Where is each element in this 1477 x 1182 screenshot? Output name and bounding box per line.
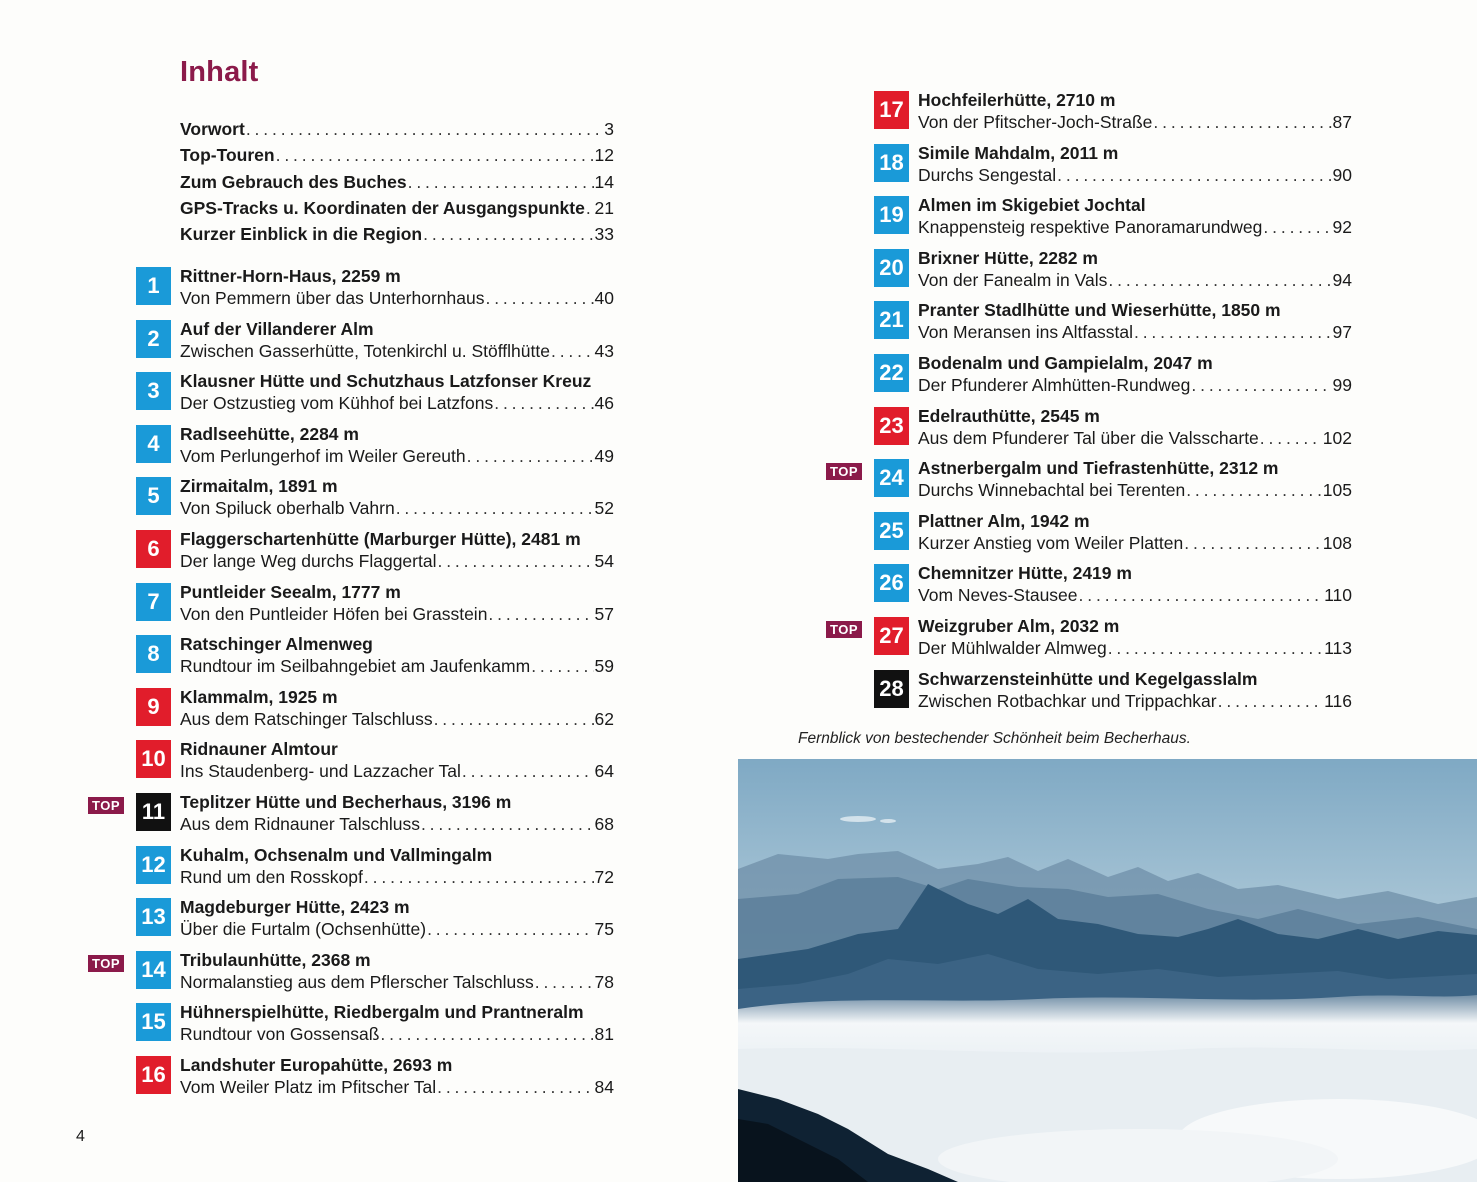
tour-text: [918, 89, 1352, 133]
tour-name: Ratschinger Almenweg: [180, 634, 373, 655]
tour-text: [180, 844, 614, 888]
tour-subtitle-row: [918, 216, 1352, 238]
tour-number-badge: 20: [874, 249, 909, 287]
front-matter-label: Top-Touren: [180, 145, 275, 166]
leader-dots: [380, 1023, 593, 1045]
tour-page: 62: [594, 708, 614, 729]
tour-number-badge: 3: [136, 372, 171, 410]
tour-subtitle-row: [180, 760, 614, 782]
tour-entry[interactable]: [136, 318, 616, 362]
tour-page: 90: [1332, 164, 1352, 185]
tour-entry[interactable]: [874, 194, 1354, 238]
tour-subtitle: Der Mühlwalder Almweg: [918, 638, 1107, 658]
tour-number-badge: 2: [136, 320, 171, 358]
tour-subtitle: Rundtour im Seilbahngebiet am Jaufenkamm: [180, 656, 531, 677]
tour-text: [180, 738, 614, 782]
leader-dots: [1108, 269, 1331, 291]
front-matter-label: Kurzer Einblick in die Region: [180, 224, 423, 245]
photo-caption: Fernblick von bestechender Schönheit beim Becherhaus.: [798, 730, 1191, 747]
front-matter-list: [180, 119, 614, 250]
tour-page: 110: [1324, 585, 1352, 606]
front-matter-page: 33: [594, 224, 614, 245]
tour-entry[interactable]: [92, 949, 616, 993]
tour-entry[interactable]: [136, 633, 616, 677]
tour-entry[interactable]: [136, 370, 616, 414]
tour-text: [180, 896, 614, 940]
leader-dots: [1218, 690, 1323, 712]
front-matter-label: Vorwort: [180, 119, 245, 139]
leader-dots: [434, 708, 594, 730]
tour-text: [918, 562, 1352, 606]
tour-text: [180, 1054, 614, 1098]
tour-number-badge: 1: [136, 267, 171, 305]
tour-number-badge: 19: [874, 196, 909, 234]
tour-number-badge: 15: [136, 1003, 171, 1041]
tour-subtitle-row: [180, 497, 614, 519]
tour-entry[interactable]: [136, 528, 616, 572]
tour-text: [180, 633, 614, 677]
tour-subtitle-row: [918, 111, 1352, 133]
tour-page: 87: [1332, 112, 1352, 132]
tour-text: [180, 581, 614, 625]
tour-subtitle: Durchs Sengestal: [918, 164, 1057, 185]
tour-subtitle-row: [180, 655, 614, 677]
tour-subtitle-row: [918, 479, 1352, 501]
front-matter-page: 12: [594, 145, 614, 166]
tour-subtitle: Über die Furtalm (Ochsenhütte): [180, 919, 427, 940]
tour-subtitle-row: [180, 445, 614, 467]
leader-dots: [531, 655, 593, 677]
tour-text: [180, 528, 614, 572]
tour-name: Landshuter Europahütte, 2693 m: [180, 1055, 453, 1075]
tour-number-badge: 23: [874, 407, 909, 445]
tour-text: [918, 510, 1352, 554]
tour-number-badge: 16: [136, 1056, 171, 1094]
leader-dots: [494, 392, 593, 414]
tour-number-badge: 7: [136, 583, 171, 621]
tour-number-badge: 21: [874, 301, 909, 339]
tour-subtitle: Der lange Weg durchs Flaggertal: [180, 551, 437, 571]
front-matter-item[interactable]: [180, 119, 614, 145]
tour-text: [918, 142, 1352, 186]
front-matter-page: 14: [594, 171, 614, 192]
tour-subtitle: Vom Perlungerhof im Weiler Gereuth: [180, 445, 466, 466]
tour-subtitle: Rundtour von Gossensaß: [180, 1024, 380, 1045]
leader-dots: [427, 918, 593, 940]
tour-subtitle-row: [918, 427, 1352, 449]
tour-entry[interactable]: [874, 247, 1354, 291]
tour-text: [918, 299, 1352, 343]
leader-dots: [535, 971, 594, 993]
tour-name: Hühnerspielhütte, Riedbergalm und Prantneralm: [180, 1002, 584, 1023]
tour-page: 54: [594, 551, 614, 571]
tour-text: [180, 949, 614, 993]
tour-subtitle: Der Pfunderer Almhütten-Rundweg: [918, 375, 1191, 395]
front-matter-label: Zum Gebrauch des Buches: [180, 171, 407, 192]
leader-dots: [467, 445, 594, 467]
tour-page: 102: [1322, 427, 1352, 448]
tour-text: [180, 791, 614, 835]
front-matter-page: 3: [604, 119, 614, 139]
tour-entry[interactable]: [136, 686, 616, 730]
tour-text: [180, 318, 614, 362]
tour-page: 72: [594, 866, 614, 887]
tour-entry[interactable]: [136, 265, 616, 309]
leader-dots: [423, 224, 593, 245]
tour-subtitle-row: [180, 1023, 614, 1045]
tour-name: Rittner-Horn-Haus, 2259 m: [180, 266, 401, 286]
tour-subtitle: Ins Staudenberg- und Lazzacher Tal: [180, 761, 461, 782]
tour-page: 68: [594, 814, 614, 834]
leader-dots: [364, 866, 594, 888]
tour-name: Klausner Hütte und Schutzhaus Latzfonser Kreuz: [180, 371, 592, 392]
leader-dots: [246, 119, 603, 140]
leader-dots: [488, 603, 593, 625]
tour-page: 105: [1322, 480, 1352, 501]
tour-name: Simile Mahdalm, 2011 m: [918, 142, 1119, 163]
tour-subtitle: Von Spiluck oberhalb Vahrn: [180, 498, 395, 519]
tour-subtitle: Der Ostzustieg vom Kühhof bei Latzfons: [180, 393, 494, 414]
tour-number-badge: 9: [136, 688, 171, 726]
tour-page: 64: [594, 761, 614, 782]
tour-entry[interactable]: [136, 844, 616, 888]
leader-dots: [1108, 637, 1323, 659]
tour-number-badge: 10: [136, 740, 171, 778]
tour-text: [180, 1001, 614, 1045]
tour-name: Ridnauner Almtour: [180, 739, 338, 760]
tour-entry[interactable]: [136, 1054, 616, 1098]
tour-number-badge: 4: [136, 425, 171, 463]
tour-number-badge: 25: [874, 512, 909, 550]
tour-name: Auf der Villanderer Alm: [180, 318, 374, 339]
tour-entry[interactable]: [92, 791, 616, 835]
tour-subtitle-row: [180, 392, 614, 414]
tour-subtitle-row: [180, 708, 614, 730]
tour-entry[interactable]: [874, 352, 1354, 396]
tour-number-badge: 11: [136, 793, 171, 831]
tour-name: Magdeburger Hütte, 2423 m: [180, 897, 410, 918]
tour-subtitle-row: [180, 550, 614, 572]
tour-name: Astnerbergalm und Tiefrastenhütte, 2312 m: [918, 458, 1279, 479]
tour-number-badge: 8: [136, 635, 171, 673]
leader-dots: [1191, 374, 1331, 396]
tour-name: Kuhalm, Ochsenalm und Vallmingalm: [180, 844, 493, 865]
top-tour-badge: TOP: [826, 463, 862, 480]
tour-subtitle: Aus dem Ratschinger Talschluss: [180, 708, 433, 729]
tour-text: [180, 686, 614, 730]
tour-subtitle: Von Pemmern über das Unterhornhaus: [180, 288, 485, 308]
tour-page: 99: [1332, 375, 1352, 395]
tour-text: [180, 370, 614, 414]
tour-number-badge: 14: [136, 951, 171, 989]
tour-name: Schwarzensteinhütte und Kegelgasslalm: [918, 668, 1258, 689]
front-matter-page: 21: [594, 197, 614, 218]
tour-name: Edelrauthütte, 2545 m: [918, 405, 1100, 426]
leader-dots: [437, 550, 593, 572]
leader-dots: [1184, 532, 1322, 554]
tour-entry[interactable]: [136, 581, 616, 625]
tour-subtitle: Von Meransen ins Altfasstal: [918, 322, 1133, 343]
tour-number-badge: 18: [874, 144, 909, 182]
tour-subtitle: Von der Fanealm in Vals: [918, 269, 1108, 290]
tour-text: [918, 457, 1352, 501]
tour-page: 116: [1324, 690, 1352, 711]
tour-entry[interactable]: [136, 1001, 616, 1045]
tour-page: 113: [1324, 638, 1352, 658]
tour-entry[interactable]: [830, 457, 1354, 501]
tour-entry[interactable]: [874, 142, 1354, 186]
tour-subtitle-row: [180, 813, 614, 835]
tour-text: [918, 247, 1352, 291]
leader-dots: [586, 198, 594, 219]
tour-page: 78: [594, 971, 614, 992]
tour-name: Plattner Alm, 1942 m: [918, 510, 1090, 531]
tour-text: [918, 405, 1352, 449]
tour-page: 94: [1332, 269, 1352, 290]
front-matter-item[interactable]: [180, 172, 614, 198]
tour-subtitle-row: [180, 603, 614, 625]
tour-number-badge: 12: [136, 846, 171, 884]
tour-page: 84: [594, 1077, 614, 1097]
front-matter-item[interactable]: [180, 145, 614, 171]
tour-subtitle: Zwischen Rotbachkar und Trippachkar: [918, 690, 1217, 711]
tour-number-badge: 27: [874, 617, 909, 655]
tour-subtitle: Aus dem Pfunderer Tal über die Valsscharte: [918, 427, 1259, 448]
tour-subtitle-row: [918, 164, 1352, 186]
tour-entry[interactable]: [874, 668, 1354, 712]
tour-entry[interactable]: [874, 405, 1354, 449]
tour-number-badge: 26: [874, 564, 909, 602]
tour-entry[interactable]: [874, 510, 1354, 554]
tour-page: 75: [594, 919, 614, 940]
tour-name: Zirmaitalm, 1891 m: [180, 476, 338, 497]
tour-page: 57: [594, 603, 614, 624]
page-number: 4: [76, 1128, 85, 1145]
tour-name: Klammalm, 1925 m: [180, 686, 338, 707]
tour-page: 43: [594, 340, 614, 361]
tour-page: 52: [594, 498, 614, 519]
tour-number-badge: 5: [136, 477, 171, 515]
leader-dots: [421, 813, 594, 835]
tour-name: Almen im Skigebiet Jochtal: [918, 195, 1146, 216]
tour-subtitle: Normalanstieg aus dem Pflerscher Talschluss: [180, 971, 534, 992]
tour-subtitle-row: [918, 690, 1352, 712]
tour-subtitle-row: [180, 971, 614, 993]
leader-dots: [485, 287, 593, 309]
tour-subtitle-row: [918, 637, 1352, 659]
leader-dots: [462, 760, 594, 782]
leader-dots: [396, 497, 594, 519]
leader-dots: [1186, 479, 1322, 501]
tour-subtitle: Rund um den Rosskopf: [180, 866, 363, 887]
tour-number-badge: 6: [136, 530, 171, 568]
tour-entry[interactable]: [136, 738, 616, 782]
tour-subtitle-row: [180, 287, 614, 309]
tour-subtitle-row: [918, 321, 1352, 343]
tour-page: 46: [594, 393, 614, 414]
tour-number-badge: 22: [874, 354, 909, 392]
tour-subtitle-row: [180, 866, 614, 888]
mountain-photo: [738, 759, 1477, 1182]
tour-subtitle: Kurzer Anstieg vom Weiler Platten: [918, 532, 1184, 553]
tour-page: 59: [594, 656, 614, 677]
tour-subtitle-row: [918, 374, 1352, 396]
tour-name: Flaggerschartenhütte (Marburger Hütte), 2481 m: [180, 529, 581, 549]
tour-number-badge: 28: [874, 670, 909, 708]
tour-name: Radlseehütte, 2284 m: [180, 423, 359, 444]
tour-entry[interactable]: [874, 299, 1354, 343]
tour-subtitle-row: [180, 340, 614, 362]
tour-name: Weizgruber Alm, 2032 m: [918, 616, 1120, 636]
tour-subtitle: Aus dem Ridnauner Talschluss: [180, 814, 420, 834]
tour-subtitle-row: [918, 584, 1352, 606]
tour-text: [918, 668, 1352, 712]
tour-page: 92: [1332, 217, 1352, 238]
top-tour-badge: TOP: [826, 621, 862, 638]
tour-text: [918, 352, 1352, 396]
top-tour-badge: TOP: [88, 797, 124, 814]
tour-name: Tribulaunhütte, 2368 m: [180, 949, 371, 970]
leader-dots: [1263, 216, 1331, 238]
tour-subtitle: Vom Weiler Platz im Pfitscher Tal: [180, 1077, 437, 1097]
front-matter-label: GPS-Tracks u. Koordinaten der Ausgangspunkte: [180, 197, 585, 218]
tour-text: [918, 615, 1352, 659]
tour-page: 81: [594, 1024, 614, 1045]
tour-text: [180, 423, 614, 467]
tour-subtitle-row: [918, 532, 1352, 554]
top-tour-badge: TOP: [88, 955, 124, 972]
leader-dots: [276, 145, 594, 166]
tour-subtitle: Vom Neves-Stausee: [918, 585, 1078, 606]
tour-subtitle: Zwischen Gasserhütte, Totenkirchl u. Stöfflhütte: [180, 340, 550, 361]
leader-dots: [1079, 584, 1324, 606]
front-matter-item[interactable]: [180, 198, 614, 224]
tour-text: [180, 265, 614, 309]
tour-subtitle: Von den Puntleider Höfen bei Grasstein: [180, 603, 488, 624]
tour-text: [180, 475, 614, 519]
tour-subtitle: Knappensteig respektive Panoramarundweg: [918, 217, 1263, 238]
tour-subtitle: Von der Pfitscher-Joch-Straße: [918, 112, 1153, 132]
tour-page: 108: [1322, 532, 1352, 553]
tour-entry[interactable]: [830, 615, 1354, 659]
leader-dots: [1260, 427, 1322, 449]
tour-name: Puntleider Seealm, 1777 m: [180, 581, 401, 602]
tour-subtitle-row: [918, 269, 1352, 291]
leader-dots: [551, 340, 594, 362]
tour-name: Hochfeilerhütte, 2710 m: [918, 90, 1116, 110]
leader-dots: [1153, 111, 1331, 133]
leader-dots: [1134, 321, 1332, 343]
leader-dots: [1057, 164, 1331, 186]
tour-subtitle-row: [180, 918, 614, 940]
tour-page: 40: [594, 288, 614, 308]
tour-number-badge: 17: [874, 91, 909, 129]
tour-page: 49: [594, 445, 614, 466]
tour-name: Chemnitzer Hütte, 2419 m: [918, 563, 1132, 584]
front-matter-item[interactable]: [180, 224, 614, 250]
leader-dots: [408, 172, 594, 193]
tour-name: Teplitzer Hütte und Becherhaus, 3196 m: [180, 792, 512, 812]
tour-entry[interactable]: [874, 89, 1354, 133]
tour-entry[interactable]: [136, 475, 616, 519]
page-title: Inhalt: [180, 56, 259, 88]
tour-entry[interactable]: [136, 896, 616, 940]
tour-entry[interactable]: [874, 562, 1354, 606]
tour-page: 97: [1332, 322, 1352, 343]
tour-subtitle: Durchs Winnebachtal bei Terenten: [918, 480, 1186, 501]
tour-text: [918, 194, 1352, 238]
tour-entry[interactable]: [136, 423, 616, 467]
tour-name: Brixner Hütte, 2282 m: [918, 247, 1098, 268]
tour-name: Pranter Stadlhütte und Wieserhütte, 1850 m: [918, 300, 1281, 321]
tour-subtitle-row: [180, 1076, 614, 1098]
tour-number-badge: 24: [874, 459, 909, 497]
tour-number-badge: 13: [136, 898, 171, 936]
leader-dots: [437, 1076, 593, 1098]
tour-name: Bodenalm und Gampielalm, 2047 m: [918, 353, 1213, 373]
